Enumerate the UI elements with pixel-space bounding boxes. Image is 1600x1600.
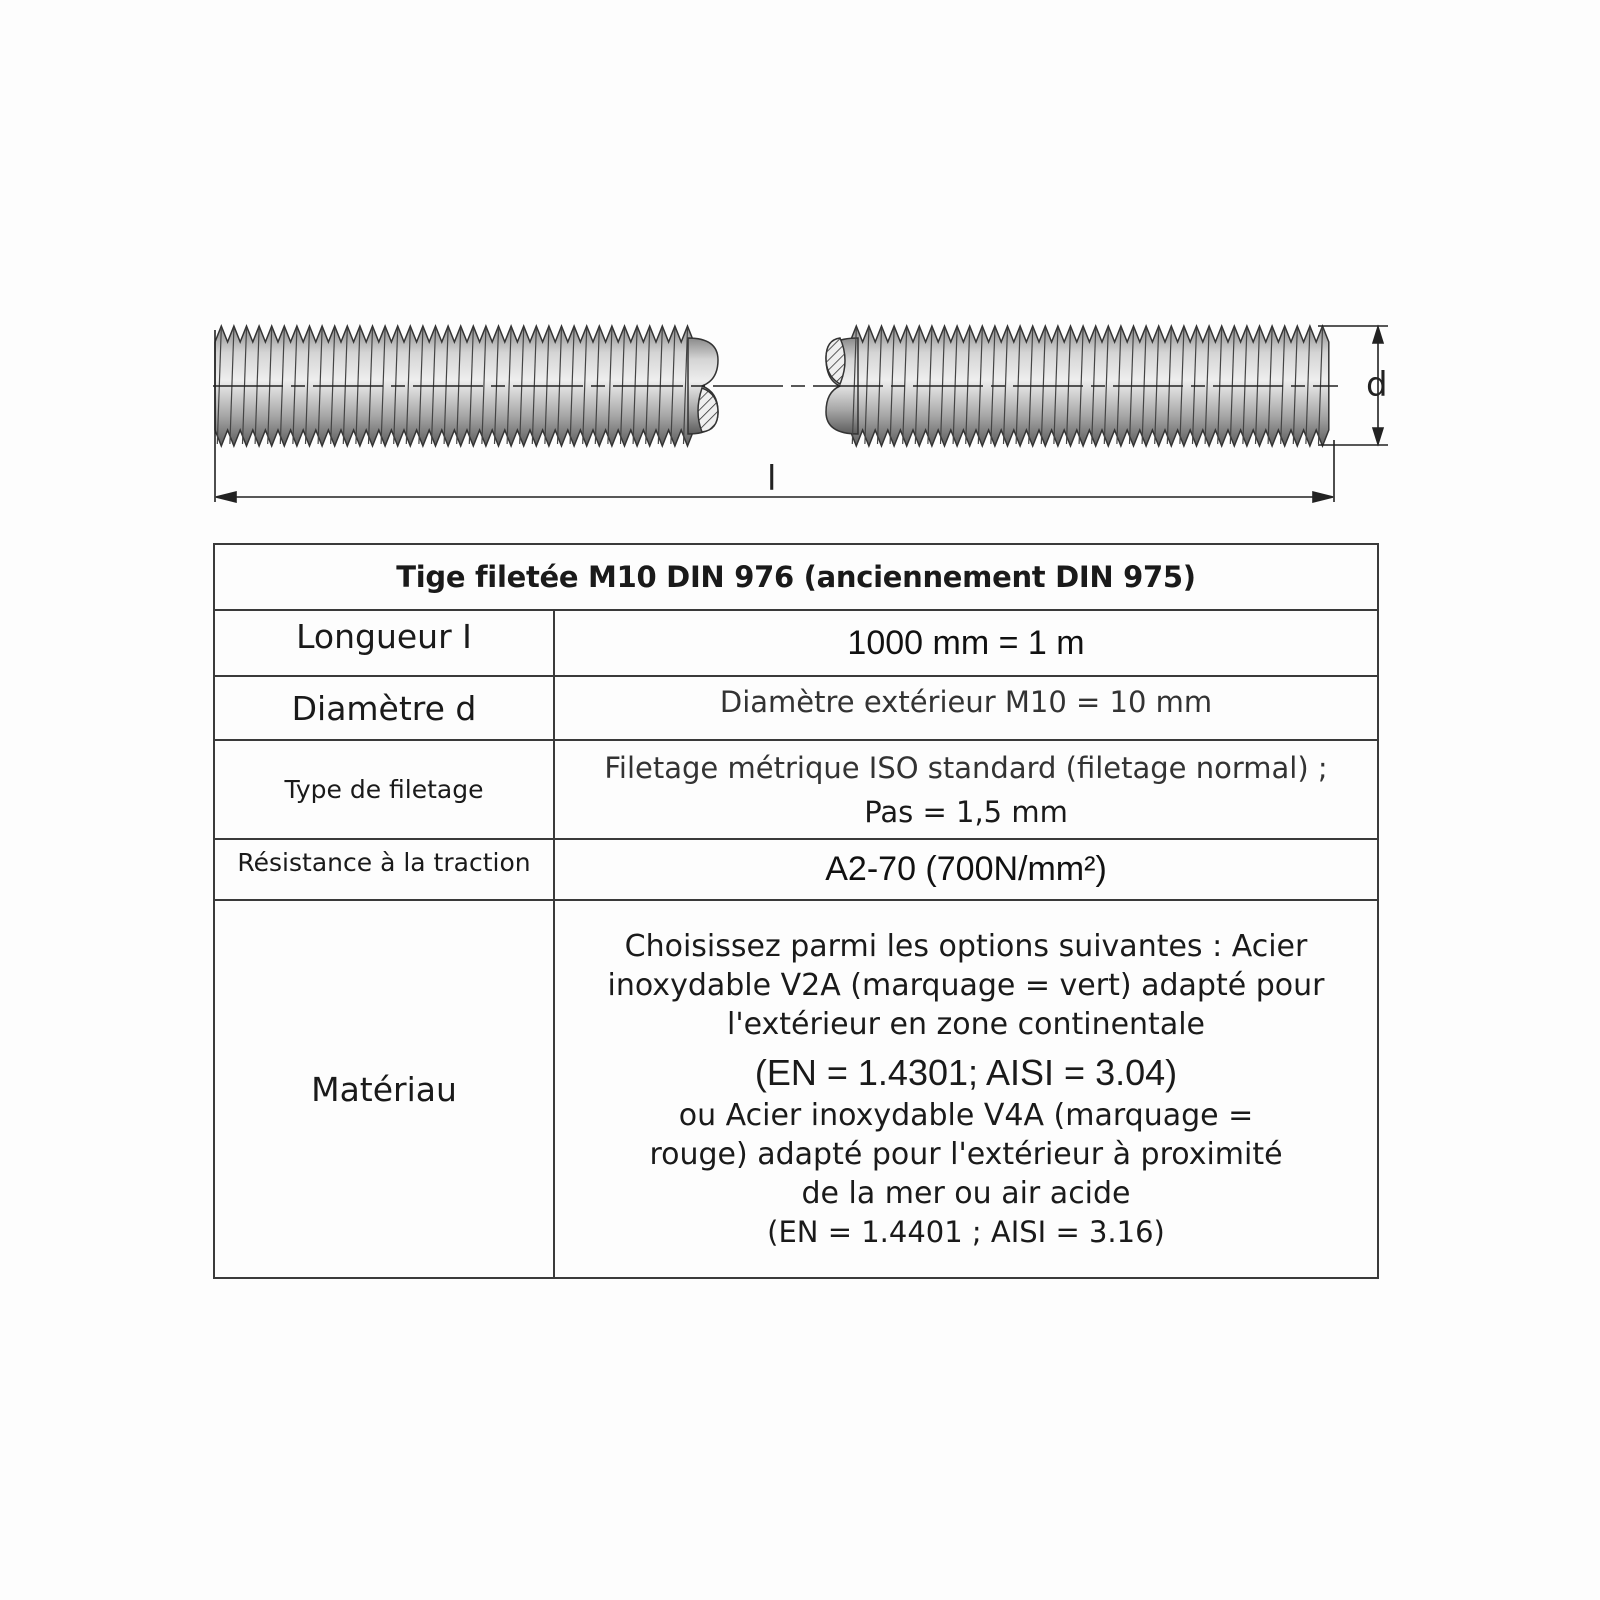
specification-table [213, 543, 1379, 1279]
row-value-diametre: Diamètre extérieur M10 = 10 mm [554, 676, 1378, 740]
threaded-rod-drawing [0, 0, 1600, 540]
materiau-v4a-codes: (EN = 1.4401 ; AISI = 3.16) [767, 1214, 1165, 1249]
row-value-materiau [554, 900, 1378, 1278]
row-label-filetage: Type de filetage [214, 740, 554, 839]
materiau-v2a-text: Choisissez parmi les options suivantes : Acier inoxydable V2A (marquage = vert) adapté pour l'extérieur en zone continentale [607, 928, 1325, 1042]
table-title-row [214, 544, 1378, 610]
materiau-v2a-codes: (EN = 1.4301; AISI = 3.04) [754, 1051, 1178, 1093]
table-row [214, 900, 1378, 1278]
row-label-longueur: Longueur I [214, 610, 554, 676]
table-row [214, 676, 1378, 740]
diameter-symbol: d [1366, 365, 1388, 405]
row-value-longueur: 1000 mm = 1 m [554, 610, 1378, 676]
rod-right-break-hatch [826, 338, 845, 384]
materiau-v4a-text: ou Acier inoxydable V4A (marquage = rouge) adapté pour l'extérieur à proximité de la mer ou air acide [649, 1097, 1283, 1211]
row-label-diametre: Diamètre d [214, 676, 554, 740]
row-label-materiau: Matériau [214, 900, 554, 1278]
length-symbol: l [767, 459, 777, 499]
row-label-resistance: Résistance à la traction [214, 839, 554, 900]
row-value-resistance: A2-70 (700N/mm²) [554, 839, 1378, 900]
table-row [214, 610, 1378, 676]
table-row [214, 839, 1378, 900]
table-row [214, 740, 1378, 839]
filetage-line-2: Pas = 1,5 mm [864, 794, 1068, 829]
table-title: Tige filetée M10 DIN 976 (anciennement DIN 975) [214, 544, 1378, 610]
filetage-line-1: Filetage métrique ISO standard (filetage normal) ; [604, 750, 1328, 785]
row-value-filetage [554, 740, 1378, 839]
rod-left-break-hatch [698, 388, 718, 432]
